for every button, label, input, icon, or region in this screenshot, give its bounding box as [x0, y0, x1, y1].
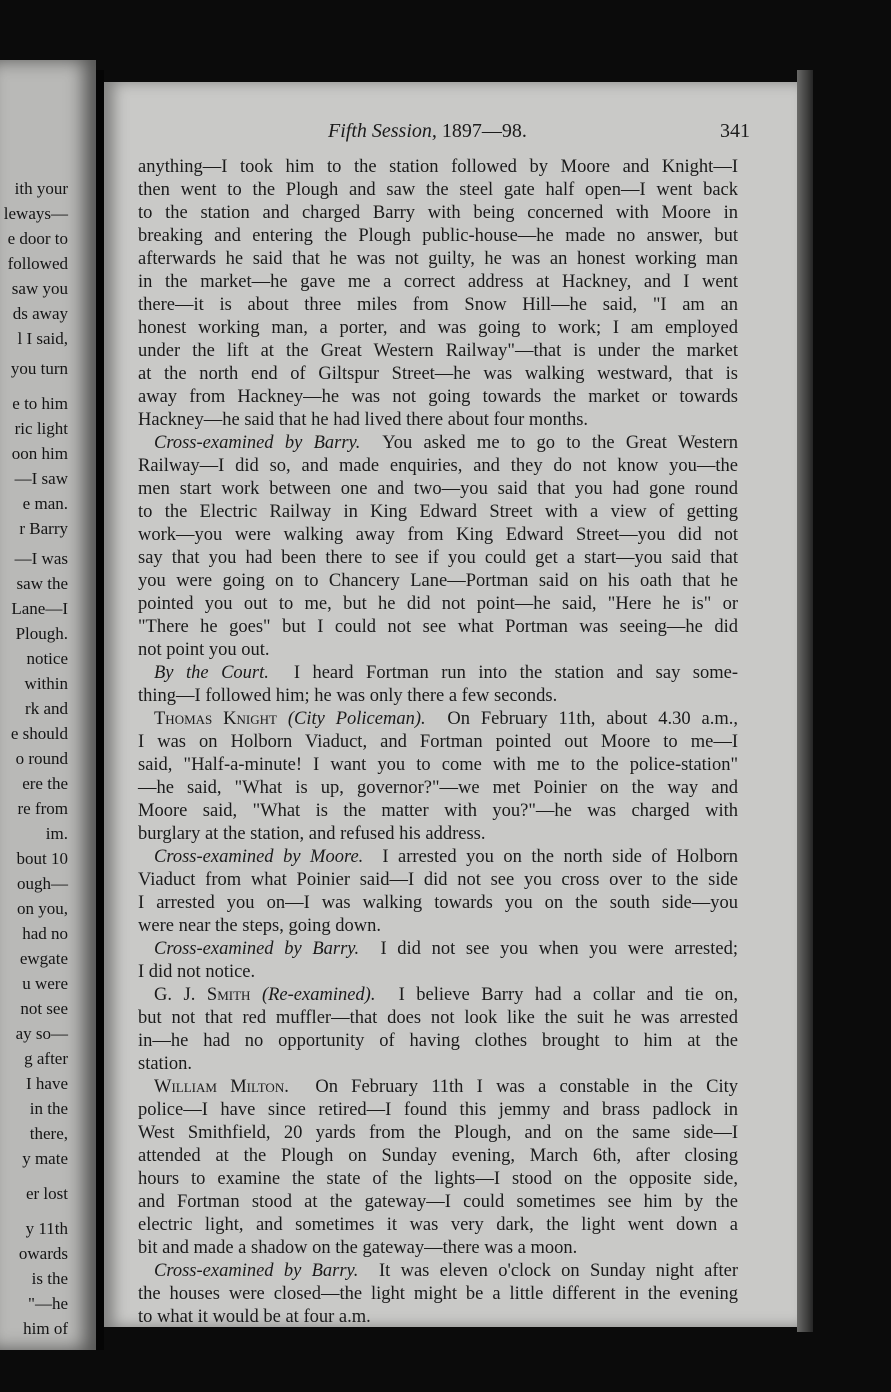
left-page-line: ewgate — [19, 949, 68, 968]
left-page-line: there, — [29, 1124, 68, 1143]
left-page-line: g after — [24, 1049, 68, 1068]
witness-name: William Milton. — [154, 1077, 289, 1097]
text-line: I was on Holborn Viaduct, and Fortman pointed out Moore to me—I — [138, 732, 738, 752]
left-page-fragment — [0, 60, 96, 1350]
speaker-label: Cross-examined by Barry. — [154, 1261, 359, 1281]
text-line: Moore said, "What is the matter with you?"—he was charged with — [138, 801, 738, 821]
text-line: the houses were closed—the light might be a little different in the evening — [138, 1284, 738, 1304]
left-page-line: bout 10 — [16, 849, 68, 868]
text-line: then went to the Plough and saw the steel gate half open—I went back — [138, 180, 738, 200]
text-line: you were going on to Chancery Lane—Portman said on his oath that he — [138, 571, 738, 591]
left-page-line: saw the — [16, 574, 68, 593]
text-line: were near the steps, going down. — [138, 916, 382, 936]
left-page-line: re from — [17, 799, 68, 818]
left-page-line: e should — [10, 724, 68, 743]
left-page-line: "—he — [28, 1294, 68, 1313]
speaker-label: Cross-examined by Barry. — [154, 939, 360, 959]
text-line: West Smithfield, 20 yards from the Plough, and on the same side—I — [138, 1123, 738, 1143]
left-page-line: —I saw — [14, 469, 68, 488]
left-page-line: e to him — [12, 394, 68, 413]
left-page-line: r Barry — [19, 519, 68, 538]
right-page — [104, 82, 797, 1327]
witness-name: Thomas Knight — [154, 709, 277, 729]
speaker-label: By the Court. — [154, 663, 269, 683]
left-page-line: followed — [7, 254, 68, 273]
left-page-line: had no — [22, 924, 68, 943]
left-page-line: Lane—I — [11, 599, 68, 618]
text-line: anything—I took him to the station followed by Moore and Knight—I — [138, 157, 738, 177]
left-page-line: ric light — [14, 419, 68, 438]
text-line: there—it is about three miles from Snow Hill—he said, "I am an — [138, 295, 738, 315]
left-page-line: within — [24, 674, 68, 693]
text-line: hours to examine the state of the lights—I stood on the opposite side, — [138, 1169, 738, 1189]
testimony-paragraph: Cross-examined by Barry. I did not see you when you were arrested; — [154, 939, 739, 959]
text-line: men start work between one and two—you said that you had gone round — [138, 479, 738, 499]
text-line: in—he had no opportunity of having clothes brought to him at the — [138, 1031, 738, 1051]
left-page-line: Plough. — [15, 624, 68, 643]
book-gutter — [96, 70, 104, 1350]
testimony-paragraph: Thomas Knight (City Policeman). On February 11th, about 4.30 a.m., — [154, 709, 738, 729]
text-line: I did not notice. — [138, 962, 256, 982]
left-page-line: you turn — [10, 359, 68, 378]
text-line: afterwards he said that he was not guilty, he was an honest working man — [138, 249, 738, 269]
text-line: not point you out. — [138, 640, 270, 660]
left-page-line: is the — [31, 1269, 68, 1288]
text-line: electric light, and sometimes it was very dark, the light went down a — [138, 1215, 738, 1235]
testimony-paragraph: Cross-examined by Barry. It was eleven o'clock on Sunday night after — [154, 1261, 738, 1281]
left-page-line: im. — [45, 824, 68, 843]
text-line: —he said, "What is up, governor?"—we met Poinier on the way and — [138, 778, 738, 798]
text-line: attended at the Plough on Sunday evening, March 6th, after closing — [138, 1146, 738, 1166]
left-page-line: notice — [26, 649, 68, 668]
left-page-line: saw you — [11, 279, 68, 298]
text-line: say that you had been there to see if you could get a start—you said that — [138, 548, 738, 568]
text-line: bit and made a shadow on the gateway—there was a moon. — [138, 1238, 578, 1258]
text-line: burglary at the station, and refused his address. — [138, 824, 486, 844]
speaker-label: Cross-examined by Barry. — [154, 433, 361, 453]
left-page-line: owards — [18, 1244, 68, 1263]
testimony-paragraph: Cross-examined by Moore. I arrested you on the north side of Holborn — [154, 847, 738, 867]
text-line: Hackney—he said that he had lived there about four months. — [138, 410, 589, 430]
left-page-line: u were — [22, 974, 68, 993]
left-page-line: oon him — [11, 444, 68, 463]
running-header — [104, 120, 797, 144]
left-page-line: l I said, — [17, 329, 68, 348]
page-edge — [797, 70, 813, 1332]
text-line: and Fortman stood at the gateway—I could sometimes see him by the — [138, 1192, 738, 1212]
text-line: under the lift at the Great Western Railway"—that is under the market — [138, 341, 738, 361]
text-line: thing—I followed him; he was only there a few seconds. — [138, 686, 558, 706]
testimony-paragraph: G. J. Smith (Re-examined). I believe Barry had a collar and tie on, — [154, 985, 739, 1005]
testimony-paragraph: By the Court. I heard Fortman run into the station and say some- — [154, 663, 739, 683]
left-page-line: o round — [15, 749, 68, 768]
left-page-line: e man. — [22, 494, 68, 513]
session-year: 1897—98. — [441, 120, 527, 142]
page-number: 341 — [720, 120, 750, 142]
text-line: I arrested you on—I was walking towards you on the south side—you — [138, 893, 738, 913]
left-page-line: y 11th — [25, 1219, 68, 1238]
left-page-line: leways— — [3, 204, 68, 223]
text-line: to what it would be at four a.m. — [138, 1307, 371, 1327]
text-line: to the Electric Railway in King Edward Street with a view of getting — [138, 502, 738, 522]
text-line: said, "Half-a-minute! I want you to come with me to the police-station" — [138, 755, 738, 775]
text-line: work—you were walking away from King Edward Street—you did not — [138, 525, 738, 545]
text-line: away from Hackney—he was not going towards the market or towards — [138, 387, 738, 407]
left-page-line: ith your — [14, 179, 68, 198]
witness-role: (Re-examined). — [261, 985, 376, 1005]
text-line: breaking and entering the Plough public-house—he made no answer, but — [138, 226, 738, 246]
left-page-line: e door to — [7, 229, 68, 248]
session-title: Fifth Session, 1897—98. — [328, 120, 527, 142]
testimony-paragraph: Cross-examined by Barry. You asked me to go to the Great Western — [154, 433, 738, 453]
left-page-line: not see — [20, 999, 68, 1018]
witness-name: G. J. Smith — [154, 985, 251, 1005]
text-line: but not that red muffler—that does not look like the suit he was arrested — [138, 1008, 738, 1028]
left-page-line: ough— — [17, 874, 68, 893]
left-page-line: er lost — [25, 1184, 68, 1203]
text-line: in the market—he gave me a correct address at Hackney, and I went — [138, 272, 738, 292]
left-page-line: ds away — [12, 304, 68, 323]
text-line: at the north end of Giltspur Street—he was walking westward, that is — [138, 364, 738, 384]
left-page-line: him of — [23, 1319, 68, 1338]
witness-role: (City Policeman). — [287, 709, 426, 729]
text-line: pointed you out to me, but he did not point—he said, "Here he is" or — [138, 594, 738, 614]
text-line: Railway—I did so, and made enquiries, and they do not know you—the — [138, 456, 738, 476]
left-page-line: in the — [29, 1099, 68, 1118]
text-line: to the station and charged Barry with being concerned with Moore in — [138, 203, 738, 223]
text-line: police—I have since retired—I found this jemmy and brass padlock in — [138, 1100, 738, 1120]
left-page-line: on you, — [17, 899, 68, 918]
left-page-line: ay so— — [15, 1024, 68, 1043]
left-page-line: I have — [25, 1074, 68, 1093]
left-page-line: ere the — [22, 774, 68, 793]
left-page-line: y mate — [22, 1149, 68, 1168]
left-page-line: rk and — [25, 699, 68, 718]
text-line: "There he goes" but I could not see what Portman was seeing—he did — [138, 617, 738, 637]
text-line: honest working man, a porter, and was going to work; I am employed — [138, 318, 738, 338]
speaker-label: Cross-examined by Moore. — [154, 847, 364, 867]
testimony-paragraph: William Milton. On February 11th I was a constable in the City — [154, 1077, 738, 1097]
text-line: Viaduct from what Poinier said—I did not see you cross over to the side — [138, 870, 738, 890]
left-page-line: —I was — [14, 549, 68, 568]
text-line: station. — [138, 1054, 192, 1074]
